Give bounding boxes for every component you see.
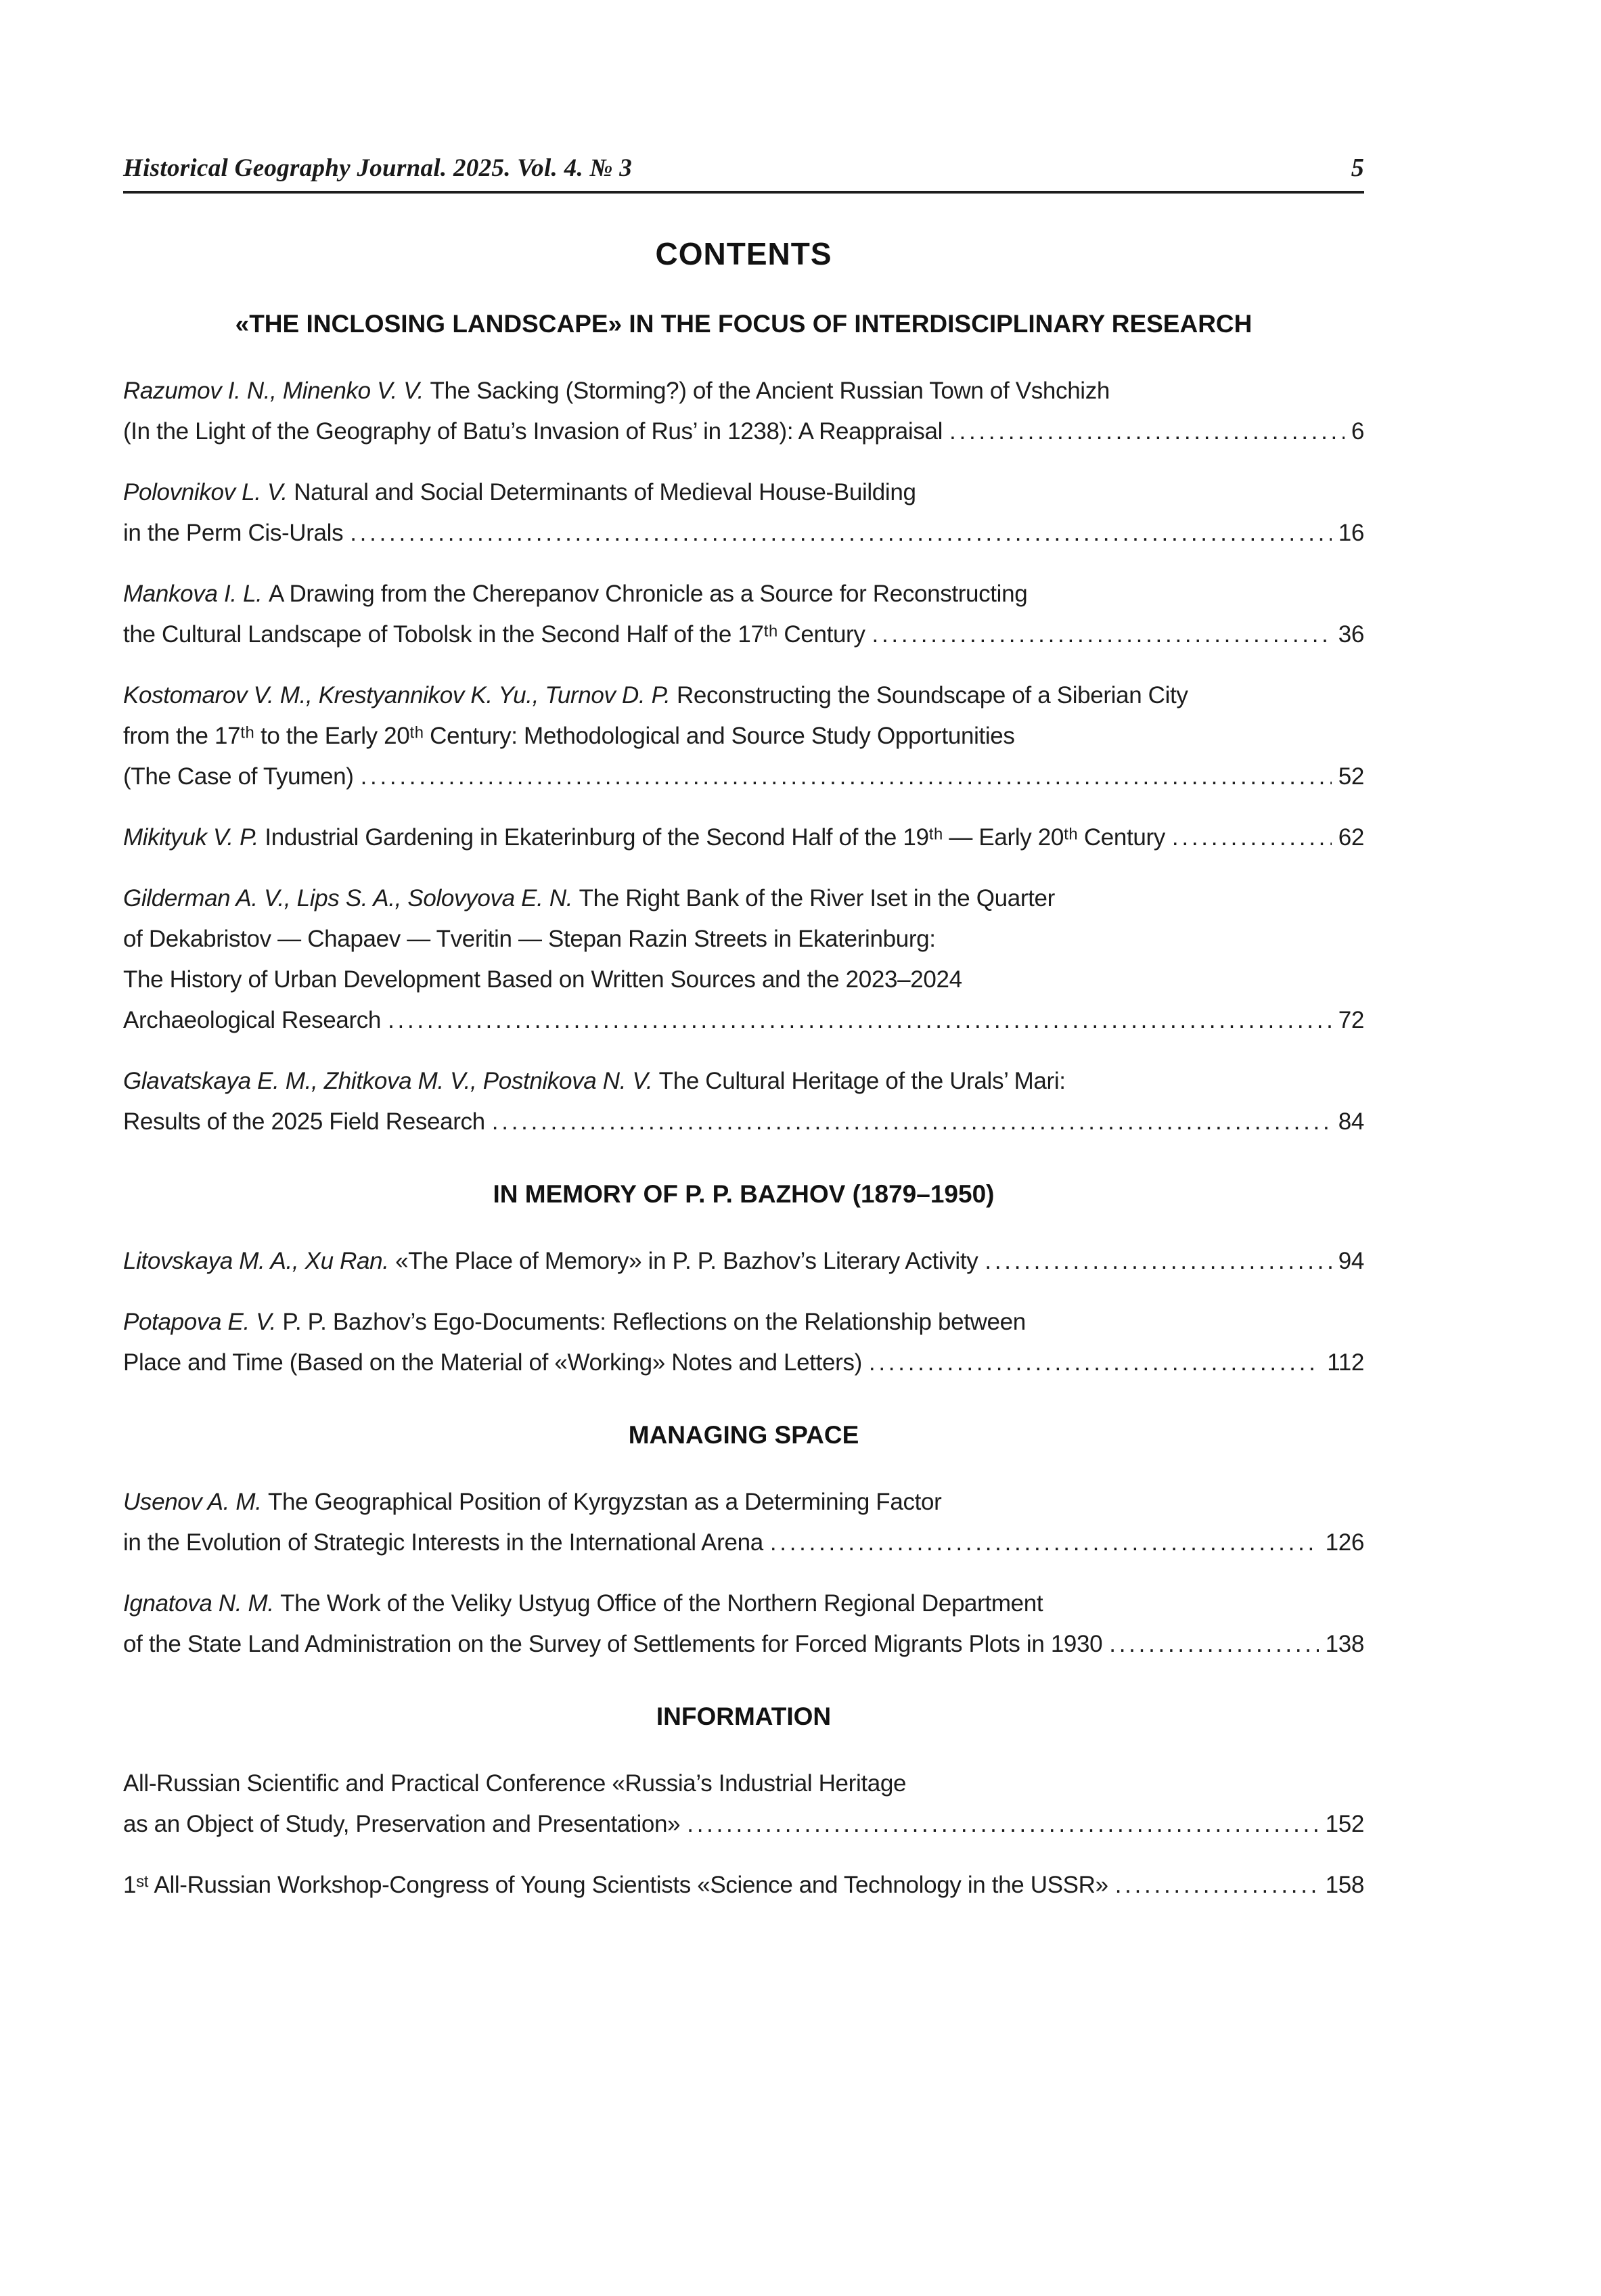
entry-line — [123, 472, 1364, 513]
entry-line — [123, 757, 1364, 797]
entry-title-text: from the 17ᵗʰ to the Early 20ᵗʰ Century: Methodological and Source Study Opportunities — [123, 723, 1015, 749]
entry-authors: Potapova E. V. — [123, 1309, 276, 1335]
entry-title-text: The Geographical Position of Kyrgyzstan as a Determining Factor — [268, 1489, 942, 1515]
toc-section — [123, 1703, 1364, 1906]
entry-title-text: The Right Bank of the River Iset in the Quarter — [579, 885, 1055, 911]
section-heading: INFORMATION — [656, 1703, 832, 1730]
entry-line — [123, 878, 1364, 919]
toc-entry — [123, 1865, 1364, 1906]
entry-title-text: Reconstructing the Soundscape of a Siberian City — [676, 682, 1188, 708]
journal-title: Historical Geography Journal. 2025. Vol. 4. № 3 — [123, 154, 633, 182]
entry-title-text: A Drawing from the Cherepanov Chronicle as a Source for Reconstructing — [269, 581, 1028, 607]
toc-entry — [123, 1241, 1364, 1282]
entry-line — [123, 919, 1364, 960]
entry-page-number: 16 — [1338, 520, 1364, 546]
entry-authors: Polovnikov L. V. — [123, 479, 288, 505]
entry-title-text: P. P. Bazhov’s Ego-Documents: Reflections on the Relationship between — [282, 1309, 1026, 1335]
dot-leader — [985, 1241, 1331, 1282]
dot-leader — [1115, 1865, 1319, 1906]
entry-line — [123, 1061, 1364, 1102]
toc-entry — [123, 472, 1364, 554]
dot-leader — [770, 1523, 1319, 1563]
entry-title-text: The History of Urban Development Based on Written Sources and the 2023–2024 — [123, 966, 962, 993]
entry-authors: Mankova I. L. — [123, 581, 263, 607]
entry-authors: Glavatskaya E. M., Zhitkova M. V., Postnikova N. V. — [123, 1068, 653, 1094]
entry-page-number: 94 — [1338, 1248, 1364, 1274]
toc-entry — [123, 1061, 1364, 1142]
toc-section — [123, 310, 1364, 1142]
entry-line — [123, 1583, 1364, 1624]
toc-entry — [123, 878, 1364, 1041]
entry-title-text: The Cultural Heritage of the Urals’ Mari: — [658, 1068, 1066, 1094]
page-header — [123, 153, 1364, 194]
dot-leader — [869, 1343, 1320, 1383]
entry-authors: Ignatova N. M. — [123, 1590, 274, 1617]
entry-line — [123, 1865, 1364, 1906]
entry-title-text: as an Object of Study, Preservation and Presentation» — [123, 1811, 681, 1837]
dot-leader — [361, 757, 1332, 797]
dot-leader — [872, 614, 1332, 655]
entry-title-text: the Cultural Landscape of Tobolsk in the Second Half of the 17ᵗʰ Century — [123, 621, 865, 648]
entry-title-text: in the Perm Cis-Urals — [123, 520, 344, 546]
entry-title-text: Place and Time (Based on the Material of «Working» Notes and Letters) — [123, 1349, 862, 1376]
entry-line — [123, 1523, 1364, 1563]
entry-page-number: 158 — [1325, 1872, 1364, 1898]
entry-page-number: 152 — [1325, 1811, 1364, 1837]
toc-section — [123, 1421, 1364, 1665]
entry-page-number: 36 — [1338, 621, 1364, 648]
entry-title-text: Archaeological Research — [123, 1007, 382, 1033]
toc-entry — [123, 1763, 1364, 1845]
entry-line — [123, 1482, 1364, 1523]
entry-authors: Gilderman A. V., Lips S. A., Solovyova E. N. — [123, 885, 573, 911]
entry-line — [123, 1000, 1364, 1041]
entry-line — [123, 1343, 1364, 1383]
entry-line — [123, 675, 1364, 716]
entry-page-number: 72 — [1338, 1007, 1364, 1033]
section-heading: IN MEMORY OF P. P. BAZHOV (1879–1950) — [493, 1180, 995, 1208]
entry-title-text: Industrial Gardening in Ekaterinburg of the Second Half of the 19ᵗʰ — Early 20ᵗʰ Century — [265, 824, 1165, 851]
entry-line — [123, 1763, 1364, 1804]
entry-line — [123, 1804, 1364, 1845]
entry-title-text: Results of the 2025 Field Research — [123, 1108, 485, 1135]
entry-line — [123, 411, 1364, 452]
entry-title-text: (In the Light of the Geography of Batu’s Invasion of Rus’ in 1238): A Reappraisal — [123, 418, 943, 445]
entry-title-text: Natural and Social Determinants of Medieval House-Building — [294, 479, 916, 505]
entry-title-text: in the Evolution of Strategic Interests in the International Arena — [123, 1529, 763, 1556]
page-number: 5 — [1351, 154, 1364, 182]
entry-page-number: 52 — [1338, 763, 1364, 790]
entry-line — [123, 1102, 1364, 1142]
dot-leader — [492, 1102, 1332, 1142]
entry-title-text: (The Case of Tyumen) — [123, 763, 354, 790]
entry-line — [123, 960, 1364, 1000]
toc-entry — [123, 675, 1364, 797]
toc-entry — [123, 1302, 1364, 1383]
entry-page-number: 126 — [1325, 1529, 1364, 1556]
dot-leader — [1109, 1624, 1318, 1665]
entry-authors: Kostomarov V. M., Krestyannikov K. Yu., Turnov D. P. — [123, 682, 671, 708]
toc-entry — [123, 574, 1364, 655]
entry-authors: Usenov A. M. — [123, 1489, 262, 1515]
contents-title: CONTENTS — [655, 236, 832, 271]
entry-title-text: of Dekabristov — Chapaev — Tveritin — Stepan Razin Streets in Ekaterinburg: — [123, 926, 936, 952]
entry-title-text: «The Place of Memory» in P. P. Bazhov’s Literary Activity — [395, 1248, 978, 1274]
toc-entry — [123, 1583, 1364, 1665]
toc-entry — [123, 1482, 1364, 1563]
entry-line — [123, 1241, 1364, 1282]
entry-page-number: 112 — [1327, 1349, 1364, 1376]
entry-title-text: of the State Land Administration on the Survey of Settlements for Forced Migrants Plots in 1930 — [123, 1631, 1103, 1657]
toc-section — [123, 1180, 1364, 1383]
toc-entry — [123, 817, 1364, 858]
entry-page-number: 62 — [1338, 824, 1364, 851]
section-heading: MANAGING SPACE — [628, 1421, 859, 1449]
toc-entry — [123, 371, 1364, 452]
dot-leader — [388, 1000, 1332, 1041]
entry-line — [123, 371, 1364, 411]
entry-line — [123, 716, 1364, 757]
dot-leader — [1172, 817, 1332, 858]
entry-authors: Razumov I. N., Minenko V. V. — [123, 378, 424, 404]
entry-line — [123, 513, 1364, 554]
section-heading: «THE INCLOSING LANDSCAPE» IN THE FOCUS OF INTERDISCIPLINARY RESEARCH — [235, 310, 1253, 338]
entry-authors: Mikityuk V. P. — [123, 824, 258, 851]
entry-page-number: 6 — [1351, 418, 1364, 445]
entry-title-text: All-Russian Scientific and Practical Conference «Russia’s Industrial Heritage — [123, 1770, 907, 1797]
dot-leader — [350, 513, 1332, 554]
entry-page-number: 138 — [1325, 1631, 1364, 1657]
dot-leader — [687, 1804, 1318, 1845]
entry-line — [123, 817, 1364, 858]
entry-line — [123, 614, 1364, 655]
entry-title-text: The Sacking (Storming?) of the Ancient Russian Town of Vshchizh — [430, 378, 1110, 404]
entry-line — [123, 1302, 1364, 1343]
entry-line — [123, 1624, 1364, 1665]
entry-title-text: The Work of the Veliky Ustyug Office of the Northern Regional Department — [280, 1590, 1043, 1617]
entry-authors: Litovskaya M. A., Xu Ran. — [123, 1248, 389, 1274]
dot-leader — [949, 411, 1345, 452]
entry-line — [123, 574, 1364, 614]
entry-title-text: 1ˢᵗ All-Russian Workshop-Congress of Young Scientists «Science and Technology in the USSR» — [123, 1872, 1108, 1898]
entry-page-number: 84 — [1338, 1108, 1364, 1135]
